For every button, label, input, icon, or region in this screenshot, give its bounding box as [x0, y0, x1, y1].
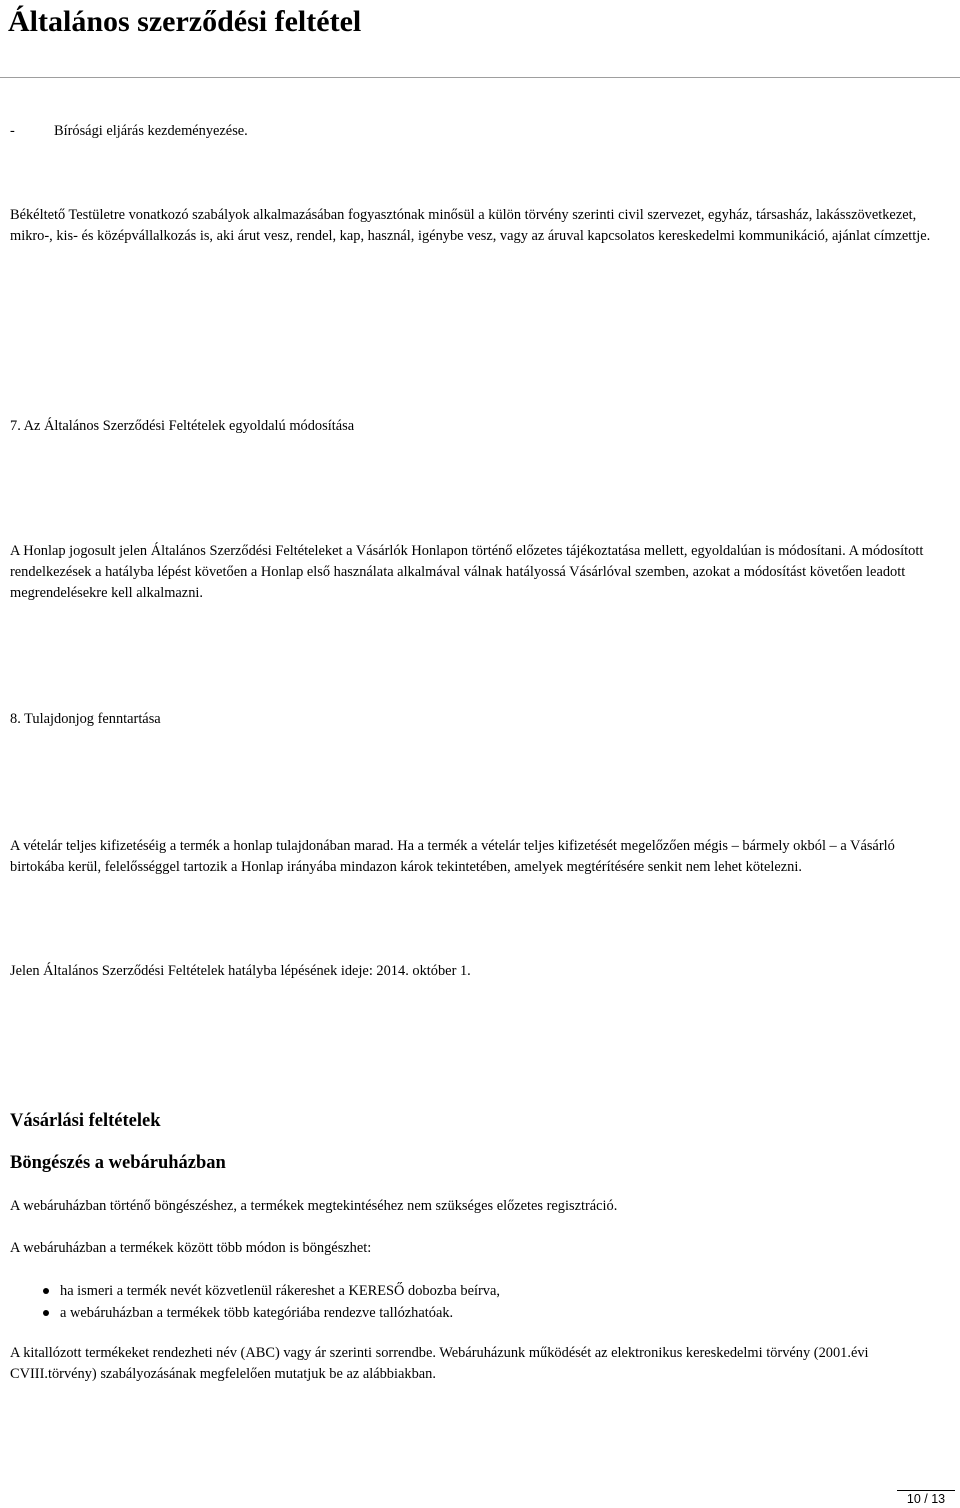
list-item-text: ha ismeri a termék nevét közvetlenül rákereshet a KERESŐ dobozba beírva,	[60, 1283, 500, 1299]
paragraph-hatalyba-lepes: Jelen Általános Szerződési Feltételek hatályba lépésének ideje: 2014. október 1.	[10, 963, 471, 979]
paragraph-bongeszes-regisztracio: A webáruházban történő böngészéshez, a termékek megtekintéséhez nem szükséges előzetes regisztráció.	[10, 1198, 618, 1214]
list-item	[10, 1280, 952, 1302]
dash-list-item-text: Bírósági eljárás kezdeményezése.	[54, 123, 248, 139]
paragraph-rendezes: A kitallózott termékeket rendezheti név (ABC) vagy ár szerinti sorrendbe. Webáruházunk működését az elektronikus kereskedelmi törvény (2001.évi CVIII.törvény) szabályozásának megfelelően mutatjuk be az alábbiakban.	[10, 1345, 869, 1382]
bullet-dot-icon	[43, 1310, 49, 1316]
paragraph-modositas: A Honlap jogosult jelen Általános Szerződési Feltételeket a Vásárlók Honlapon történő előzetes tájékoztatása mellett, egyoldalúan is módosítani. A módosított rendelkezések a hatályba lépést követően a Honlap első használata alkalmával válnak hatályossá Vásárlóval szemben, azokat a módosítást követően leadott megrendelésekre kell alkalmazni.	[10, 543, 924, 601]
paragraph-bongeszes-modok: A webáruházban a termékek között több módon is böngészhet:	[10, 1240, 372, 1256]
dash-list-item	[10, 121, 952, 142]
document-title: Általános szerződési feltétel	[8, 5, 362, 38]
list-item-text: a webáruházban a termékek több kategóriába rendezve tallózhatóak.	[60, 1305, 454, 1321]
bullet-list	[10, 1280, 952, 1324]
paragraph-bekelteto-testulet: Békéltető Testületre vonatkozó szabályok alkalmazásában fogyasztónak minősül a külön törvény szerinti civil szervezet, egyház, társasház, lakásszövetkezet, mikro-, kis- és középvállalkozás is, aki árut vesz, rendel, kap, használ, igénybe vesz, vagy az áruval kapcsolatos kereskedelmi kommunikáció, ajánlat címzettje.	[10, 207, 931, 244]
heading-bongeszes: Böngészés a webáruházban	[10, 1153, 226, 1173]
section-8-heading: 8. Tulajdonjog fenntartása	[10, 711, 161, 727]
paragraph-tulajdonjog: A vételár teljes kifizetéséig a termék a honlap tulajdonában marad. Ha a termék a vételár teljes kifizetését megelőzően mégis – bármely okból – a Vásárló birtokába kerül, felelősséggel tartozik a Honlap irányába mindazon károk tekintetében, amelyek megtérítésére senkit nem lehet kötelezni.	[10, 838, 895, 875]
list-item	[10, 1302, 952, 1324]
page-number: 10 / 13	[906, 1492, 946, 1506]
dash-marker: -	[10, 123, 15, 139]
bullet-dot-icon	[43, 1288, 49, 1294]
section-7-heading: 7. Az Általános Szerződési Feltételek egyoldalú módosítása	[10, 418, 355, 434]
heading-vasarlasi-feltetelek: Vásárlási feltételek	[10, 1111, 161, 1131]
title-divider	[0, 77, 960, 78]
